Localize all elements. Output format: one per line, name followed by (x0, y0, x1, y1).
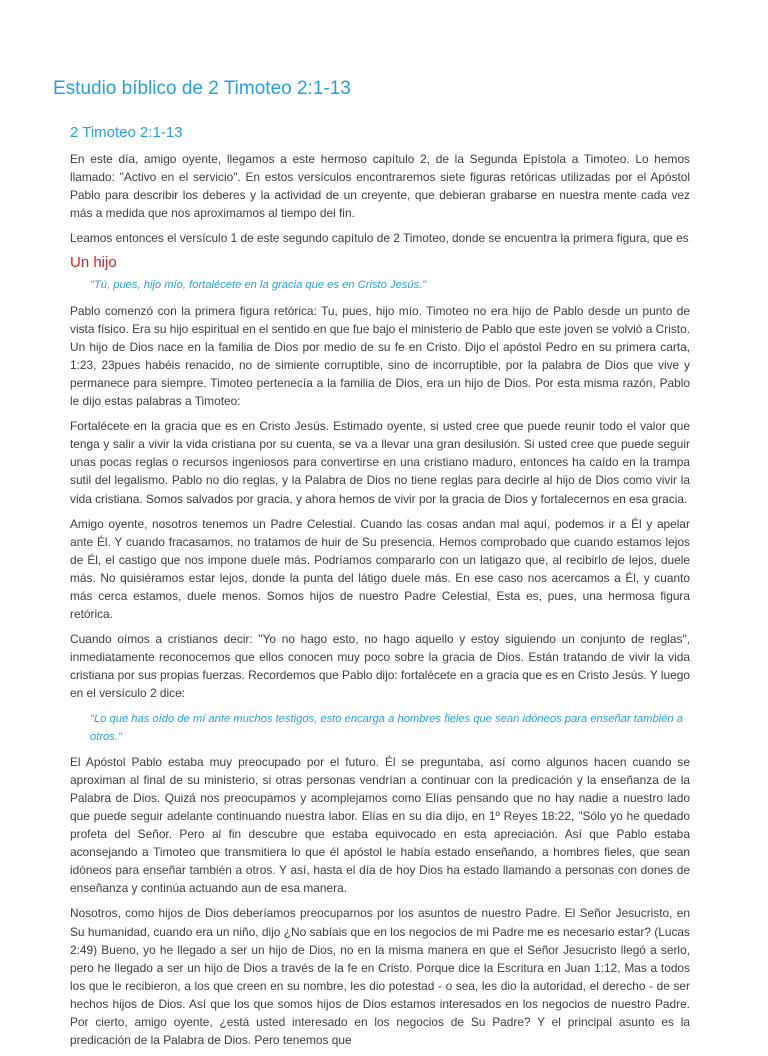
paragraph: Fortalécete en la gracia que es en Cristo Jesús. Estimado oyente, si usted cree que puede reunir todo el valor que tenga y salir a vivir la vida cristiana por su cuenta, se va a llevar una gran desilusión. Si usted cree que puede seguir unas pocas reglas o recursos ingeniosos para convertirse en una cristiano maduro, entonces ha caído en la trampa sutil del legalismo. Pablo no dio reglas, y la Palabra de Dios no tiene reglas para decirle al hijo de Dios como vivir la vida cristiana. Somos salvados por gracia, y ahora hemos de vivir por la gracia de Dios y fortalecernos en esa gracia. (70, 419, 690, 506)
document-content (70, 124, 690, 1056)
paragraph: Cuando oímos a cristianos decir: "Yo no hago esto, no hago aquello y estoy siguiendo un conjunto de reglas", inmediatamente reconocemos que ellos conocen muy poco sobre la gracia de Dios. Están tratando de vivir la vida cristiana por sus propias fuerzas. Recordemos que Pablo dijo: fortalécete en a gracia que es en Cristo Jesús. Y luego en el versículo 2 dice: (70, 632, 690, 701)
paragraph: En este día, amigo oyente, llegamos a este hermoso capítulo 2, de la Segunda Epístola a Timoteo. Lo hemos llamado: "Activo en el servicio". En estos versículos encontraremos siete figuras retóricas utilizadas por el Apóstol Pablo para describir los deberes y la actividad de un creyente, que debieran grabarse en nuestra mente cada vez más a medida que nos aproximamos al tiempo del fin. (70, 152, 690, 221)
paragraph: Pablo comenzó con la primera figura retórica: Tu, pues, hijo mío. Timoteo no era hijo de Pablo desde un punto de vista físico. Era su hijo espiritual en el sentido en que fue bajo el ministerio de Pablo que este joven se volvió a Cristo. Un hijo de Dios nace en la familia de Dios por medio de su fe en Cristo. Dijo el apóstol Pedro en su primera carta, 1:23, 23pues habéis renacido, no de simiente corruptible, sino de incorruptible, por la palabra de Dios que vive y permanece para siempre. Timoteo pertenecía a la familia de Dios, era un hijo de Dios. Por esta misma razón, Pablo le dijo estas palabras a Timoteo: (70, 303, 690, 409)
paragraph: El Apóstol Pablo estaba muy preocupado por el futuro. Él se preguntaba, así como algunos hacen cuando se aproximan al final de su ministerio, si otras personas vendrían a continuar con la predicación y la enseñanza de la Palabra de Dios. Quizá nos preocupamos y acomplejamos como Elías pensando que no hay nadie a nuestro lado que puede seguir adelante continuando nuestra labor. Elías en su día dijo, en 1º Reyes 18:22, "Sólo yo he quedado profeta del Señor. Pero al fin descubre que estaba equivocado en esta apreciación. Así que Pablo estaba aconsejando a Timoteo que transmitiera lo que él apóstol le había estado enseñando, a hombres fieles, que sean idóneos para enseñar también a otros. Y así, hasta el día de hoy Dios ha estado llamando a personas con dones de enseñanza y continúa actuando aun de esa manera. (70, 754, 690, 896)
section-title: 2 Timoteo 2:1-13 (70, 124, 183, 141)
paragraph: Leamos entonces el versículo 1 de este segundo capítulo de 2 Timoteo, donde se encuentra la primera figura, que es (70, 231, 689, 246)
paragraph: Nosotros, como hijos de Dios deberíamos preocuparnos por los asuntos de nuestro Padre. El Señor Jesucristo, en Su humanidad, cuando era un niño, dijo ¿No sabíais que en los negocios de mi Padre me es necesario estar? (Lucas 2:49) Bueno, yo he llegado a ser un hijo de Dios, no en la misma manera en que el Señor Jesucristo llegó a serlo, pero he llegado a ser un hijo de Dios a través de la fe en Cristo. Porque dice la Escritura en Juan 1:12, Mas a todos los que le recibieron, a los que creen en su nombre, les dio potestad - o sea, les dio la autoridad, el derecho - de ser hechos hijos de Dios. Así que los que somos hijos de Dios estamos interesados en los negocios de nuestro Padre. Por cierto, amigo oyente, ¿está usted interesado en los negocios de Su Padre? Y el principal asunto es la predicación de la Palabra de Dios. Pero tenemos que (70, 906, 690, 1048)
paragraph: Amigo oyente, nosotros tenemos un Padre Celestial. Cuando las cosas andan mal aquí, podemos ir a Él y apelar ante Él. Y cuando fracasamos, no tratamos de huir de Su presencia. Hemos comprobado que cuando estamos lejos de Él, el castigo que nos impone duele más. Podríamos compararlo con un latigazo que, al recibirlo de lejos, duele más. No quisiéramos estar lejos, donde la punta del látigo duele más. En ese caso nos acercamos a Él, y cuanto más cerca estamos, duele menos. Somos hijos de nuestro Padre Celestial, Esta es, pues, una hermosa figura retórica. (70, 516, 690, 622)
scripture-quote: "Tú, pues, hijo mío, fortalécete en la gracia que es en Cristo Jesús." (90, 279, 427, 292)
document-title: Estudio bíblico de 2 Timoteo 2:1-13 (53, 78, 351, 99)
subheading-un-hijo: Un hijo (70, 254, 117, 272)
scripture-quote: "Lo que has oído de mí ante muchos testigos, esto encarga a hombres fieles que sean idóneos para enseñar también a otros." (90, 712, 683, 743)
